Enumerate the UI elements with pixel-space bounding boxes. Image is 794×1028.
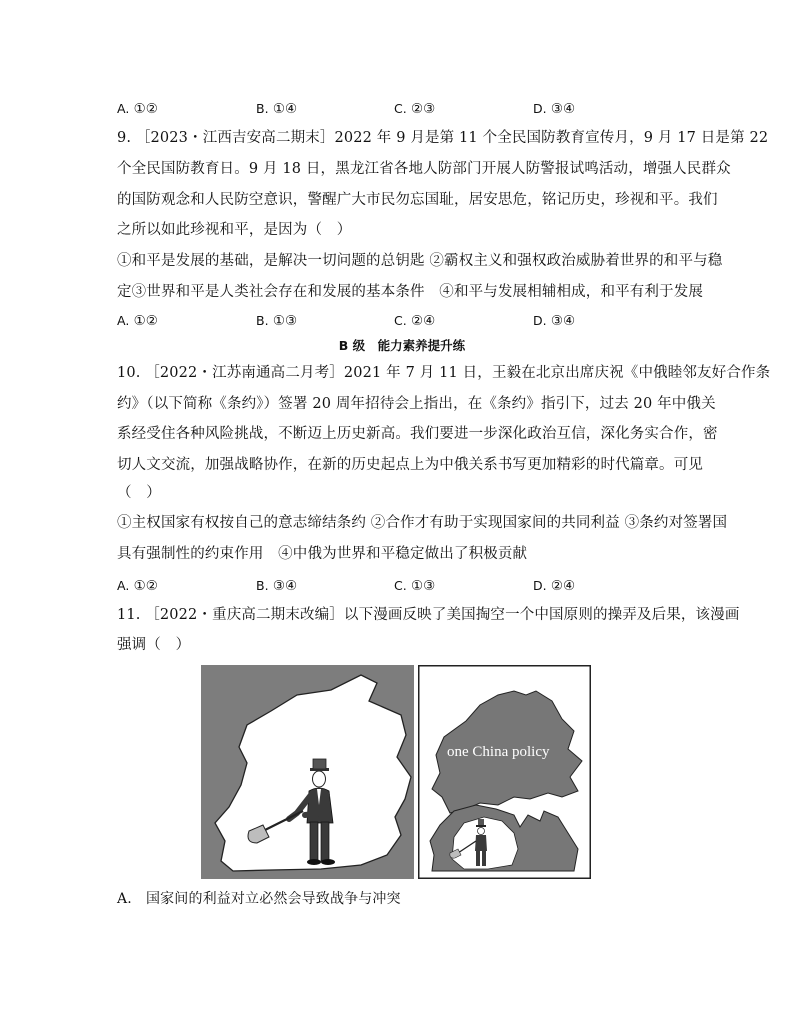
q9-statement-line: 定③世界和平是人类社会存在和发展的基本条件 ④和平与发展相辅相成，和平有利于发展 xyxy=(117,284,703,300)
q8-option-c[interactable]: C. ②③ xyxy=(394,101,436,117)
q10-answer-blank: （ ） xyxy=(117,485,161,501)
cartoon-label: one China policy xyxy=(447,744,550,760)
q11-option-a[interactable]: A. 国家间的利益对立必然会导致战争与冲突 xyxy=(117,891,401,907)
q10-statement-line: ①主权国家有权按自己的意志缔结条约 ②合作才有助于实现国家间的共同利益 ③条约对签署国 xyxy=(117,515,728,531)
q9-stem-line: 9. ［2023・江西吉安高二期末］2022 年 9 月是第 11 个全民国防教育宣传月，9 月 17 日是第 22 xyxy=(117,130,769,146)
q9-stem-line: 个全民国防教育日。9 月 18 日，黑龙江省各地人防部门开展人防警报试鸣活动，增强人民群众 xyxy=(117,161,731,177)
q8-option-d[interactable]: D. ③④ xyxy=(533,101,576,117)
q10-stem-line: 约》（以下简称《条约》）签署 20 周年招待会上指出，在《条约》指引下，过去 20 年中俄关 xyxy=(117,396,716,412)
q10-option-a[interactable]: A. ①② xyxy=(117,578,158,594)
q8-option-a[interactable]: A. ①② xyxy=(117,101,158,117)
q10-stem-line: 系经受住各种风险挑战，不断迈上历史新高。我们要进一步深化政治互信，深化务实合作，密 xyxy=(117,426,718,442)
q8-options xyxy=(117,99,687,119)
q9-option-d[interactable]: D. ③④ xyxy=(533,313,576,329)
q10-option-b[interactable]: B. ③④ xyxy=(256,578,298,594)
q9-option-a[interactable]: A. ①② xyxy=(117,313,158,329)
q9-option-b[interactable]: B. ①③ xyxy=(256,313,298,329)
cartoon-panel-digging xyxy=(201,665,414,879)
q9-statement-line: ①和平是发展的基础，是解决一切问题的总钥匙 ②霸权主义和强权政治威胁着世界的和平与稳 xyxy=(117,253,723,269)
q8-option-b[interactable]: B. ①④ xyxy=(256,101,298,117)
cartoon-panel-policy xyxy=(418,665,591,879)
q10-statement-line: 具有强制性的约束作用 ④中俄为世界和平稳定做出了积极贡献 xyxy=(117,546,528,562)
q9-options xyxy=(117,311,687,331)
q10-option-d[interactable]: D. ②④ xyxy=(533,578,576,594)
q10-stem-line: 切人文交流，加强战略协作，在新的历史起点上为中俄关系书写更加精彩的时代篇章。可见 xyxy=(117,457,703,473)
q10-option-c[interactable]: C. ①③ xyxy=(394,578,436,594)
q9-stem-line: 的国防观念和人民防空意识，警醒广大市民勿忘国耻，居安思危，铭记历史，珍视和平。我们 xyxy=(117,192,718,208)
q11-stem-line: 11. ［2022・重庆高二期末改编］以下漫画反映了美国掏空一个中国原则的操弄及后果，该漫画 xyxy=(117,607,740,623)
q10-options xyxy=(117,576,687,596)
q9-stem-line: 之所以如此珍视和平，是因为（ ） xyxy=(117,222,352,238)
cartoon-illustration xyxy=(201,665,589,879)
section-heading: B 级 能力素养提升练 xyxy=(338,338,466,353)
q11-stem-line: 强调（ ） xyxy=(117,637,191,653)
q10-stem-line: 10. ［2022・江苏南通高二月考］2021 年 7 月 11 日，王毅在北京出席庆祝《中俄睦邻友好合作条 xyxy=(117,365,771,381)
q9-option-c[interactable]: C. ②④ xyxy=(394,313,436,329)
